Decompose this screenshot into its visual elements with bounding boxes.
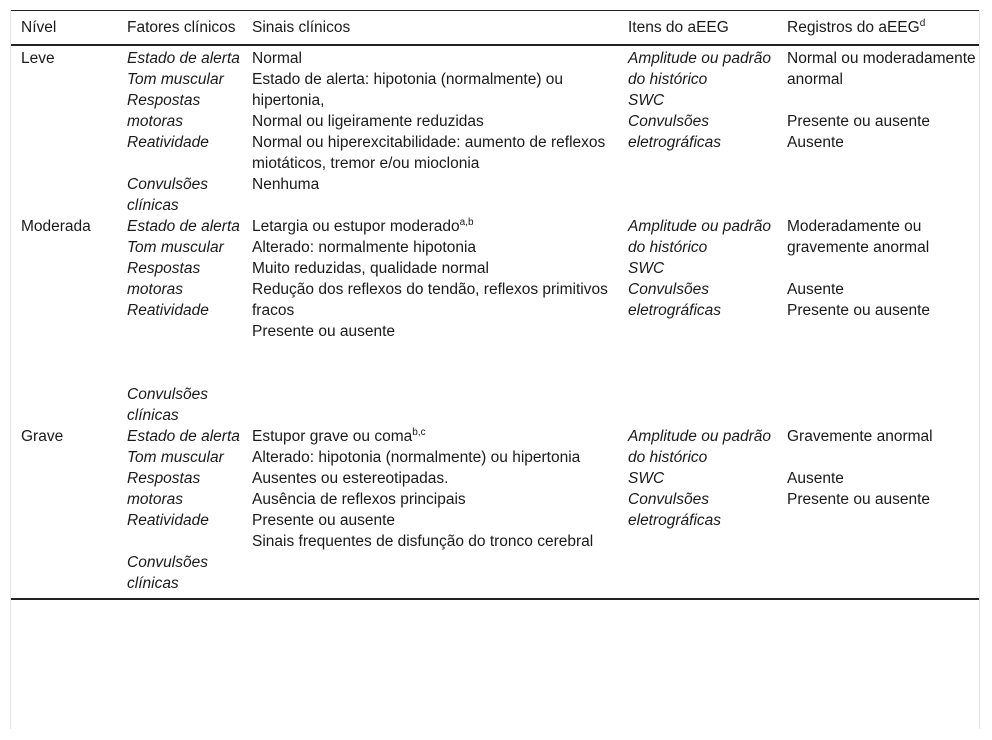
sinais-text: Estupor grave ou coma <box>252 428 413 445</box>
sinais-text: Normal ou hiperexcitabilidade: aumento de reflexos miotáticos, tremor e/ou mioclonia <box>252 134 606 172</box>
header-registros-label: Registros do aEEG <box>787 19 920 36</box>
cell-sinais <box>252 45 628 216</box>
fatores-text: Estado de alerta <box>127 218 240 235</box>
header-nivel: Nível <box>11 11 127 46</box>
itens-line <box>628 216 787 258</box>
fatores-line <box>127 174 252 216</box>
itens-line <box>628 90 787 111</box>
fatores-text: Convulsões clínicas <box>127 386 208 424</box>
cell-itens <box>628 45 787 216</box>
registros-line <box>787 279 979 300</box>
cell-sinais <box>252 426 628 599</box>
cell-nivel: Moderada <box>21 218 91 235</box>
fatores-line <box>127 90 252 132</box>
itens-line <box>628 111 787 153</box>
sinais-text: Alterado: normalmente hipotonia <box>252 239 477 256</box>
fatores-text: Convulsões clínicas <box>127 176 208 214</box>
fatores-line <box>127 447 252 468</box>
itens-text: Convulsões eletrográficas <box>628 113 722 151</box>
registros-text: Presente ou ausente <box>787 302 931 319</box>
fatores-line <box>127 216 252 237</box>
fatores-text: Respostas motoras <box>127 260 201 298</box>
table-row <box>11 45 979 216</box>
header-registros-footnote: d <box>919 18 926 29</box>
registros-line <box>787 426 979 447</box>
header-sinais: Sinais clínicos <box>252 11 628 46</box>
clinical-table <box>11 10 979 600</box>
sinais-line <box>252 174 628 195</box>
itens-text: SWC <box>628 470 665 487</box>
itens-text: Convulsões eletrográficas <box>628 281 722 319</box>
sinais-text: Normal ou ligeiramente reduzidas <box>252 113 484 130</box>
sinais-line <box>252 510 628 531</box>
itens-line <box>628 489 787 531</box>
sinais-text: Presente ou ausente <box>252 512 396 529</box>
clinical-table-container <box>10 10 980 729</box>
itens-line <box>628 48 787 90</box>
fatores-line <box>127 48 252 69</box>
fatores-line <box>127 321 252 342</box>
sinais-text: Sinais frequentes de disfunção do tronco cerebral <box>252 533 594 550</box>
fatores-line <box>127 384 252 426</box>
registros-text: Presente ou ausente <box>787 113 931 130</box>
sinais-line <box>252 531 628 552</box>
sinais-line <box>252 132 628 174</box>
sinais-line <box>252 426 628 447</box>
sinais-text: Alterado: hipotonia (normalmente) ou hipertonia <box>252 449 581 466</box>
sinais-text: Muito reduzidas, qualidade normal <box>252 260 489 277</box>
registros-text: Normal ou moderadamente anormal <box>787 50 976 88</box>
fatores-text: Estado de alerta <box>127 428 240 445</box>
registros-line <box>787 48 979 90</box>
fatores-text: Reatividade <box>127 134 209 151</box>
registros-text: Ausente <box>787 134 844 151</box>
registros-text: Ausente <box>787 470 844 487</box>
sinais-text: Redução dos reflexos do tendão, reflexos primitivos fracos <box>252 281 608 319</box>
header-fatores: Fatores clínicos <box>127 11 252 46</box>
fatores-line <box>127 363 252 384</box>
fatores-text: Tom muscular <box>127 239 224 256</box>
fatores-line <box>127 531 252 552</box>
registros-line <box>787 111 979 132</box>
itens-text: Amplitude ou padrão do histórico <box>628 428 772 466</box>
fatores-line <box>127 69 252 90</box>
sinais-footnote: b,c <box>412 427 426 438</box>
sinais-line <box>252 48 628 69</box>
sinais-text: Ausência de reflexos principais <box>252 491 466 508</box>
sinais-line <box>252 216 628 237</box>
fatores-line <box>127 510 252 531</box>
registros-line <box>787 468 979 489</box>
header-itens: Itens do aEEG <box>628 11 787 46</box>
fatores-line <box>127 237 252 258</box>
sinais-text: Estado de alerta: hipotonia (normalmente) ou hipertonia, <box>252 71 564 109</box>
fatores-text: Tom muscular <box>127 449 224 466</box>
sinais-text: Letargia ou estupor moderado <box>252 218 460 235</box>
cell-nivel: Grave <box>11 426 127 599</box>
sinais-text: Normal <box>252 50 302 67</box>
registros-line <box>787 489 979 510</box>
registros-line <box>787 132 979 153</box>
fatores-line <box>127 132 252 153</box>
fatores-text: Tom muscular <box>127 71 224 88</box>
sinais-line <box>252 258 628 279</box>
fatores-line <box>127 552 252 594</box>
itens-line <box>628 279 787 321</box>
table-row <box>11 216 979 426</box>
registros-text: Moderadamente ou gravemente anormal <box>787 218 930 256</box>
cell-itens <box>628 216 787 426</box>
fatores-text: Convulsões clínicas <box>127 554 208 592</box>
fatores-text: Respostas motoras <box>127 470 201 508</box>
header-registros <box>787 11 979 46</box>
fatores-line <box>127 258 252 300</box>
registros-line <box>787 447 979 468</box>
sinais-line <box>252 447 628 468</box>
header-row <box>11 11 979 46</box>
fatores-line <box>127 468 252 510</box>
sinais-footnote: a,b <box>459 217 474 228</box>
table-header <box>11 11 979 46</box>
sinais-text: Ausentes ou estereotipadas. <box>252 470 449 487</box>
registros-line <box>787 300 979 321</box>
itens-text: SWC <box>628 92 665 109</box>
sinais-line <box>252 111 628 132</box>
fatores-text: Reatividade <box>127 302 209 319</box>
registros-line <box>787 258 979 279</box>
registros-line <box>787 216 979 258</box>
sinais-line <box>252 468 628 489</box>
sinais-line <box>252 69 628 111</box>
registros-text: Ausente <box>787 281 844 298</box>
fatores-line <box>127 426 252 447</box>
registros-line <box>787 90 979 111</box>
fatores-text: Reatividade <box>127 512 209 529</box>
cell-sinais <box>252 216 628 426</box>
cell-itens <box>628 426 787 599</box>
fatores-text: Estado de alerta <box>127 50 240 67</box>
itens-line <box>628 468 787 489</box>
itens-text: SWC <box>628 260 665 277</box>
cell-registros <box>787 45 979 216</box>
itens-text: Convulsões eletrográficas <box>628 491 722 529</box>
sinais-line <box>252 237 628 258</box>
fatores-line <box>127 153 252 174</box>
sinais-line <box>252 489 628 510</box>
fatores-line <box>127 300 252 321</box>
fatores-line <box>127 342 252 363</box>
itens-text: Amplitude ou padrão do histórico <box>628 50 772 88</box>
fatores-text: Respostas motoras <box>127 92 201 130</box>
registros-text: Presente ou ausente <box>787 491 931 508</box>
sinais-line <box>252 321 628 342</box>
cell-nivel: Leve <box>21 50 55 67</box>
table-row <box>11 426 979 599</box>
cell-registros <box>787 216 979 426</box>
itens-line <box>628 426 787 468</box>
registros-text: Gravemente anormal <box>787 428 933 445</box>
cell-fatores <box>127 426 252 599</box>
cell-fatores <box>127 216 252 426</box>
table-body <box>11 45 979 599</box>
cell-fatores <box>127 45 252 216</box>
itens-text: Amplitude ou padrão do histórico <box>628 218 772 256</box>
sinais-text: Presente ou ausente <box>252 323 396 340</box>
sinais-line <box>252 279 628 321</box>
itens-line <box>628 258 787 279</box>
sinais-text: Nenhuma <box>252 176 320 193</box>
cell-registros <box>787 426 979 599</box>
